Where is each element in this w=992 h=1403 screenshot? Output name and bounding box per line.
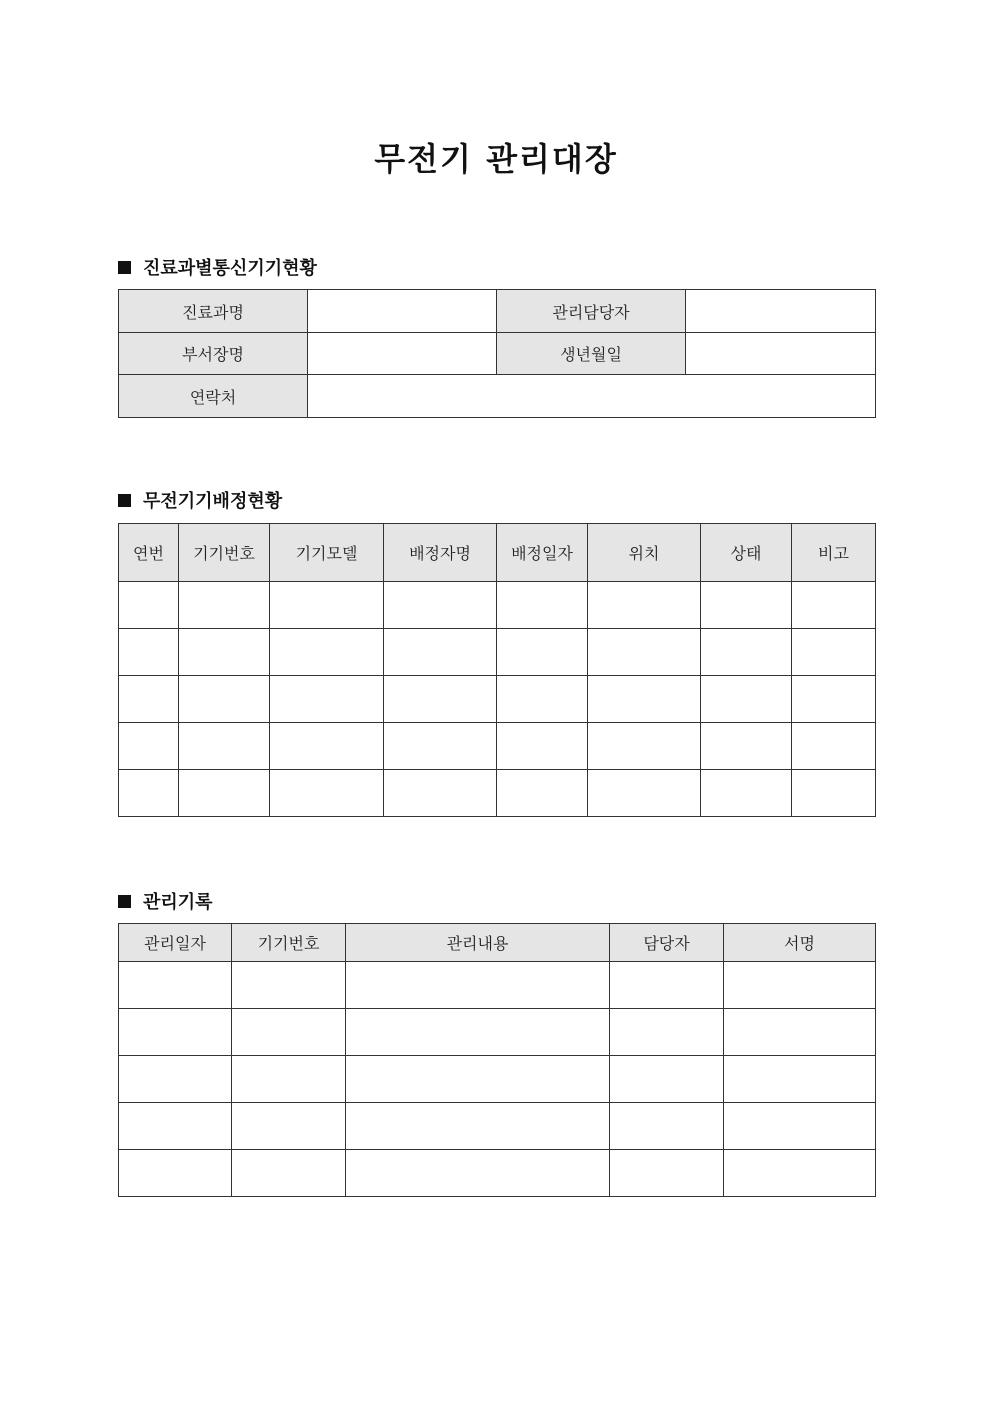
column-header: 배정자명	[384, 524, 497, 582]
table-cell[interactable]	[701, 629, 792, 676]
table-cell[interactable]	[497, 676, 588, 723]
department-info-table	[118, 289, 876, 418]
table-cell[interactable]	[384, 770, 497, 817]
birth-date-label: 생년월일	[497, 333, 686, 375]
table-cell[interactable]	[232, 962, 346, 1009]
table-cell[interactable]	[119, 1009, 232, 1056]
square-bullet-icon	[118, 261, 131, 274]
section-heading-label: 관리기록	[143, 892, 213, 913]
table-cell[interactable]	[119, 1103, 232, 1150]
table-cell[interactable]	[497, 629, 588, 676]
column-header: 관리일자	[119, 924, 232, 962]
table-cell[interactable]	[384, 582, 497, 629]
table-cell[interactable]	[232, 1150, 346, 1197]
table-cell[interactable]	[232, 1056, 346, 1103]
column-header: 관리내용	[346, 924, 610, 962]
table-cell[interactable]	[270, 629, 384, 676]
table-cell[interactable]	[724, 1103, 876, 1150]
table-cell[interactable]	[610, 1150, 724, 1197]
table-cell[interactable]	[119, 629, 179, 676]
table-cell[interactable]	[792, 582, 876, 629]
section-heading-assignment	[118, 487, 282, 513]
table-cell[interactable]	[179, 629, 270, 676]
table-cell[interactable]	[119, 676, 179, 723]
section-heading-records	[118, 888, 213, 914]
table-cell[interactable]	[346, 1150, 610, 1197]
table-cell[interactable]	[270, 723, 384, 770]
table-row	[119, 1150, 876, 1197]
table-cell[interactable]	[610, 1009, 724, 1056]
table-cell[interactable]	[270, 676, 384, 723]
square-bullet-icon	[118, 494, 131, 507]
table-cell[interactable]	[119, 1056, 232, 1103]
column-header: 위치	[588, 524, 701, 582]
assignment-rows	[119, 582, 876, 817]
square-bullet-icon	[118, 895, 131, 908]
table-cell[interactable]	[792, 676, 876, 723]
table-cell[interactable]	[270, 582, 384, 629]
column-header: 기기번호	[179, 524, 270, 582]
assignment-table	[118, 523, 876, 817]
document-title: 무전기 관리대장	[374, 140, 618, 178]
table-row	[119, 723, 876, 770]
table-cell[interactable]	[270, 770, 384, 817]
birth-date-field[interactable]	[686, 333, 876, 375]
table-cell[interactable]	[701, 723, 792, 770]
section-heading-device-status	[118, 254, 317, 280]
table-row	[119, 1103, 876, 1150]
assignment-header-row	[119, 524, 876, 582]
table-row	[119, 770, 876, 817]
table-row	[119, 1056, 876, 1103]
section-heading-label: 진료과별통신기기현황	[143, 258, 317, 279]
table-cell[interactable]	[588, 723, 701, 770]
table-cell[interactable]	[119, 962, 232, 1009]
table-cell[interactable]	[179, 582, 270, 629]
table-cell[interactable]	[346, 1103, 610, 1150]
contact-label: 연락처	[119, 375, 308, 418]
column-header: 담당자	[610, 924, 724, 962]
table-cell[interactable]	[232, 1103, 346, 1150]
table-cell[interactable]	[701, 770, 792, 817]
records-rows	[119, 962, 876, 1197]
table-row	[119, 962, 876, 1009]
contact-field[interactable]	[308, 375, 876, 418]
table-cell[interactable]	[588, 582, 701, 629]
table-cell[interactable]	[232, 1009, 346, 1056]
table-cell[interactable]	[384, 676, 497, 723]
table-row	[119, 582, 876, 629]
table-cell[interactable]	[346, 1009, 610, 1056]
table-cell[interactable]	[610, 1056, 724, 1103]
table-cell[interactable]	[724, 962, 876, 1009]
table-cell[interactable]	[119, 582, 179, 629]
table-cell[interactable]	[792, 770, 876, 817]
table-cell[interactable]	[792, 723, 876, 770]
column-header: 비고	[792, 524, 876, 582]
table-cell[interactable]	[384, 629, 497, 676]
management-record-table	[118, 923, 876, 1197]
section-heading-label: 무전기기배정현황	[143, 491, 283, 512]
table-cell[interactable]	[179, 676, 270, 723]
column-header: 기기모델	[270, 524, 384, 582]
manager-field[interactable]	[686, 290, 876, 333]
table-cell[interactable]	[610, 962, 724, 1009]
head-name-field[interactable]	[308, 333, 497, 375]
table-cell[interactable]	[701, 676, 792, 723]
table-cell[interactable]	[497, 770, 588, 817]
table-cell[interactable]	[346, 1056, 610, 1103]
table-row	[119, 676, 876, 723]
table-cell[interactable]	[119, 1150, 232, 1197]
table-cell[interactable]	[724, 1150, 876, 1197]
table-cell[interactable]	[724, 1056, 876, 1103]
head-name-label: 부서장명	[119, 333, 308, 375]
table-row	[119, 1009, 876, 1056]
table-cell[interactable]	[588, 770, 701, 817]
manager-label: 관리담당자	[497, 290, 686, 333]
records-header-row	[119, 924, 876, 962]
table-cell[interactable]	[346, 962, 610, 1009]
table-cell[interactable]	[701, 582, 792, 629]
table-cell[interactable]	[179, 770, 270, 817]
table-row	[119, 629, 876, 676]
dept-name-field[interactable]	[308, 290, 497, 333]
column-header: 연번	[119, 524, 179, 582]
column-header: 서명	[724, 924, 876, 962]
dept-name-label: 진료과명	[119, 290, 308, 333]
column-header: 배정일자	[497, 524, 588, 582]
table-cell[interactable]	[119, 770, 179, 817]
table-cell[interactable]	[588, 629, 701, 676]
table-cell[interactable]	[497, 582, 588, 629]
table-cell[interactable]	[384, 723, 497, 770]
column-header: 상태	[701, 524, 792, 582]
table-cell[interactable]	[497, 723, 588, 770]
table-cell[interactable]	[724, 1009, 876, 1056]
table-cell[interactable]	[119, 723, 179, 770]
table-cell[interactable]	[610, 1103, 724, 1150]
column-header: 기기번호	[232, 924, 346, 962]
table-cell[interactable]	[179, 723, 270, 770]
table-cell[interactable]	[792, 629, 876, 676]
table-cell[interactable]	[588, 676, 701, 723]
